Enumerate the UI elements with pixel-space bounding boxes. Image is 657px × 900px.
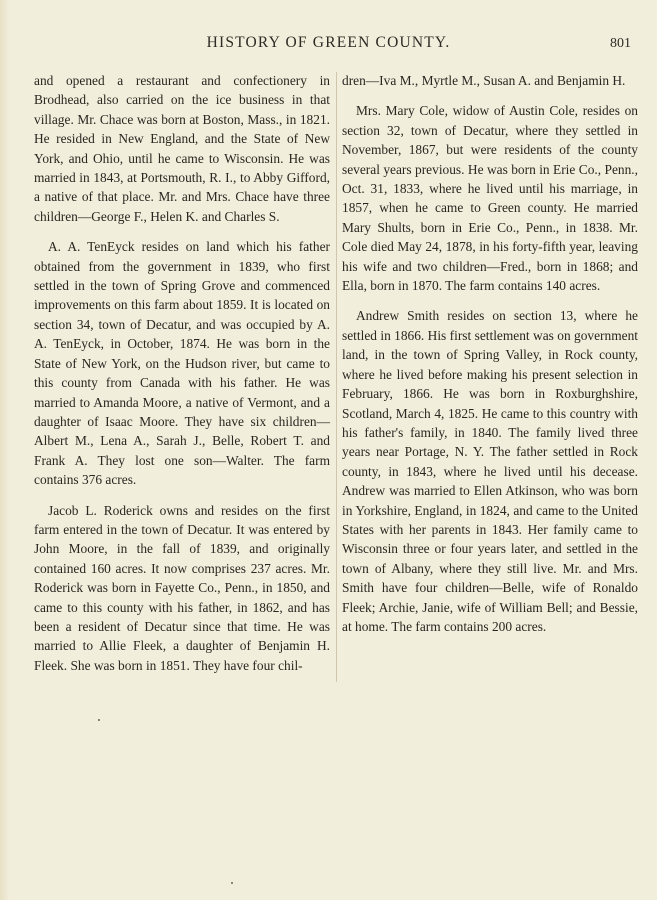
paragraph-roderick-continued: dren—Iva M., Myrtle M., Susan A. and Benjamin H. bbox=[342, 73, 626, 88]
left-column bbox=[34, 71, 330, 686]
paragraph-chace-continued: and opened a restaurant and confectionery in Brodhead, also carried on the ice business in that village. Mr. Chace was born at Boston, Mass., in 1821. He resided in New England, and the State of New York, and Ohio, until he came to Wisconsin. He was married in 1843, at Portsmouth, R. I., to Abby Gifford, a native of that place. Mr. and Mrs. Chace have three children—George F., Helen K. and Charles S. bbox=[34, 73, 330, 224]
paragraph-smith: Andrew Smith resides on section 13, where he settled in 1866. His first settlement was on government land, in the town of Spring Valley, in Rock county, where he lived before making his present selection in February, 1866. He was born in Roxburghshire, Scotland, March 4, 1825. He came to this country with his father's family, in 1840. The family lived three years near Portage, N. Y. The father settled in Rock county, in 1843, where he lived until his decease. Andrew was married to Ellen Atkinson, who was born in Yorkshire, England, in 1824, and came to the United States with her parents in 1843. Her family came to Wisconsin three or four years later, and settled in the town of Albany, where they still live. Mr. and Mrs. Smith have four children—Belle, wife of Ronaldo Fleek; Archie, Janie, wife of William Bell; and Bessie, at home. The farm contains 200 acres. bbox=[342, 308, 638, 634]
paragraph-teneyck: A. A. TenEyck resides on land which his father obtained from the government in 1839, who first settled in the town of Spring Grove and commenced improvements on this farm about 1859. It is located on section 34, town of Decatur, and was occupied by A. A. TenEyck, in October, 1874. He was born in the State of New York, on the Hudson river, but came to this county from Canada with his father. He was married to Amanda Moore, a native of Vermont, and a daughter of Isaac Moore. They have six children—Albert M., Lena A., Sarah J., Belle, Robert T. and Frank A. They lost one son—Walter. The farm contains 376 acres. bbox=[34, 239, 330, 488]
page-header bbox=[0, 34, 657, 58]
page-edge bbox=[0, 0, 10, 900]
ink-speck bbox=[231, 882, 233, 884]
right-column bbox=[342, 71, 638, 647]
column-divider bbox=[336, 72, 337, 682]
ink-speck bbox=[98, 719, 100, 721]
running-title: HISTORY OF GREEN COUNTY. bbox=[206, 34, 451, 51]
paragraph-cole: Mrs. Mary Cole, widow of Austin Cole, resides on section 32, town of Decatur, where they settled in November, 1867, but were residents of the county several years previous. He was born in Erie Co., Penn., Oct. 31, 1833, where he lived until his marriage, in 1857, when he came to Green county. He married Mary Shults, born in Erie Co., Penn., in 1838. Mr. Cole died May 24, 1878, in his forty-fifth year, leaving his wife and two children—Fred., born in 1868; and Ella, born in 1870. The farm contains 140 acres. bbox=[342, 103, 638, 294]
page-number: 801 bbox=[610, 36, 631, 51]
paragraph-roderick: Jacob L. Roderick owns and resides on the first farm entered in the town of Decatur. It was entered by John Moore, in the fall of 1839, and originally contained 160 acres. It now comprises 237 acres. Mr. Roderick was born in Fayette Co., Penn., in 1850, and came to this county with his father, in 1862, and has been a resident of Decatur since that time. He was married to Allie Fleek, a daughter of Benjamin H. Fleek. She was born in 1851. They have four chil- bbox=[34, 502, 330, 673]
